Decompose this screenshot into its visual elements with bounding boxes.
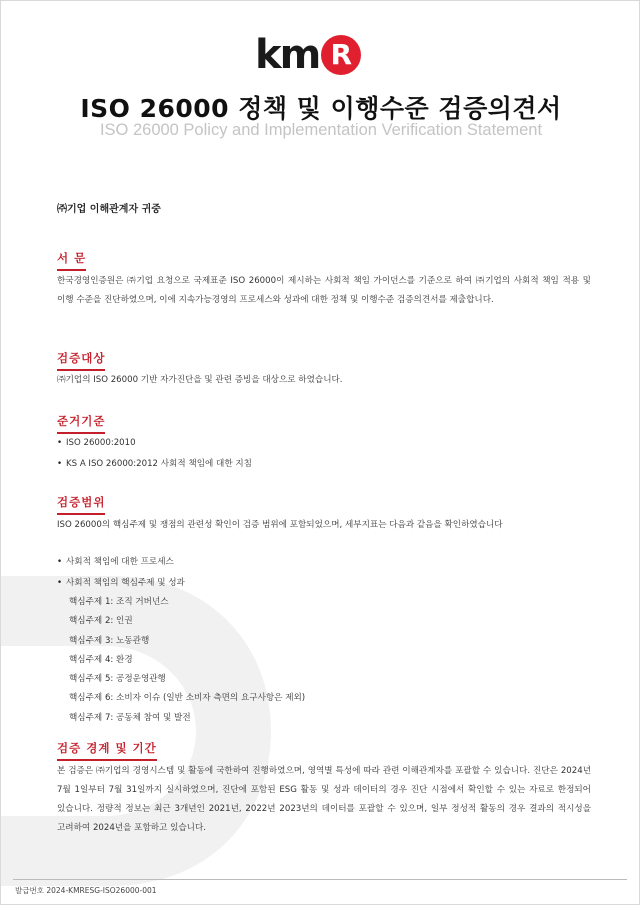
recipient-line: ㈜기업 이해관계자 귀중 xyxy=(57,204,161,215)
issue-number: 발급번호 2024-KMRESG-ISO26000-001 xyxy=(15,886,157,895)
document-subtitle: ISO 26000 Policy and Implementation Verification Statement xyxy=(99,121,543,139)
list-item: 핵심주제 4: 환경 xyxy=(69,654,133,665)
logo-r-letter: R xyxy=(330,38,353,71)
section-text-intro: 한국경영인증원은 ㈜기업 요청으로 국제표준 ISO 26000이 제시하는 사회적 책임 가이던스를 기준으로 하여 ㈜기업의 사회적 책임 적용 및 이행 수준을 진단하였으며, 이에 지속가능경영의 프로세스와 성과에 대한 정책 및 이행수준 검증의견서를 제출합니다. xyxy=(57,276,591,305)
core-subject-list xyxy=(69,593,589,728)
list-item: • 사회적 책임에 대한 프로세스 xyxy=(57,552,591,573)
list-item: 핵심주제 2: 인권 xyxy=(69,616,133,627)
list-item: 핵심주제 1: 조직 거버넌스 xyxy=(69,597,169,607)
section-text-boundary: 본 검증은 ㈜기업의 경영시스템 및 활동에 국한하여 진행하였으며, 영역별 특성에 따라 관련 이해관계자를 포괄할 수 있습니다. 진단은 2024년 7월 1일부터 7월 31일까지 실시하였으며, 진단에 포함된 ESG 활동 및 성과 데이터의 경우 진단 시점에서 확인할 수 있는 자료로 한정되어 있습니다. 정량적 정보는 최근 3개년인 2021년, 2022년 2023년의 데이터를 포괄할 수 있으며, 일부 정성적 활동의 경우 결과의 적시성을 고려하여 2024년을 포함하고 있습니다. xyxy=(57,766,591,833)
logo-r-badge xyxy=(321,35,361,75)
list-item: 핵심주제 5: 공정운영관행 xyxy=(69,674,166,685)
kmr-logo xyxy=(255,31,361,79)
section-heading-boundary: 검증 경계 및 기간 xyxy=(57,740,157,761)
section-text-target: ㈜기업의 ISO 26000 기반 자가진단을 및 관련 증빙을 대상으로 하였습니다. xyxy=(57,375,343,385)
list-item: 핵심주제 7: 공동체 참여 및 발전 xyxy=(69,712,191,723)
section-heading-target: 검증대상 xyxy=(57,350,105,371)
footer-divider xyxy=(13,879,627,880)
list-item: • 사회적 책임의 핵심주제 및 성과 xyxy=(57,573,591,594)
criteria-list xyxy=(57,433,591,475)
list-item: • KS A ISO 26000:2012 사회적 책임에 대한 지침 xyxy=(57,454,591,475)
list-item: 핵심주제 3: 노동관행 xyxy=(69,635,150,646)
logo-wordmark: km xyxy=(255,32,320,78)
section-text-scope: ISO 26000의 핵심주제 및 쟁점의 관련성 확인이 검증 범위에 포함되었으며, 세부지표는 다음과 같음을 확인하였습니다 xyxy=(57,520,503,530)
list-item: 핵심주제 6: 소비자 이슈 (일반 소비자 측면의 요구사항은 제외) xyxy=(69,693,306,704)
section-heading-intro: 서 문 xyxy=(57,250,86,271)
section-heading-criteria: 준거기준 xyxy=(57,413,105,434)
list-item: • ISO 26000:2010 xyxy=(57,433,591,454)
section-heading-scope: 검증범위 xyxy=(57,494,105,515)
document-title: ISO 26000 정책 및 이행수준 검증의견서 xyxy=(80,94,562,123)
scope-list xyxy=(57,552,591,594)
